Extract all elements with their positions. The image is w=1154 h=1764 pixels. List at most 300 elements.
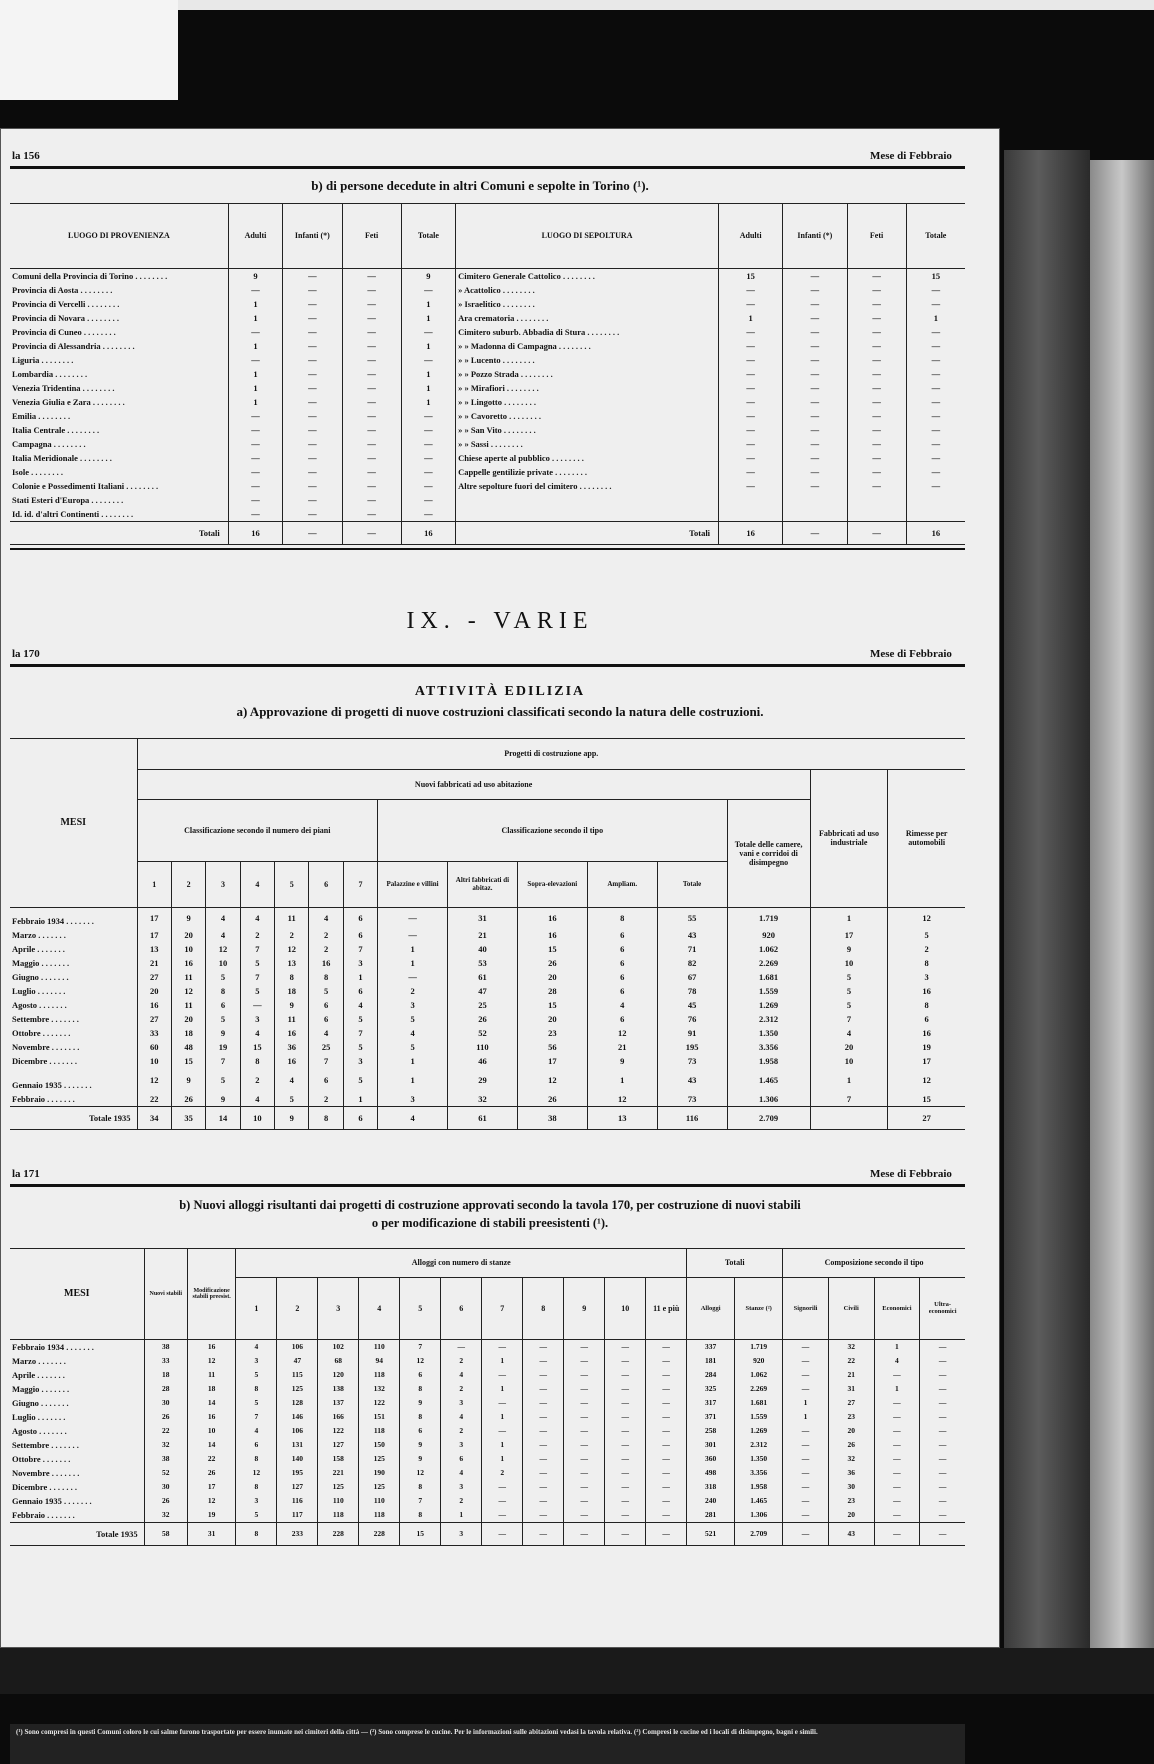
- table-cell: 4: [309, 1026, 343, 1040]
- table-cell: Dicembre . . . . . . .: [12, 1055, 77, 1066]
- table-cell: Agosto . . . . . . .: [12, 1425, 67, 1436]
- col-header-progetti: Progetti di costruzione app.: [137, 739, 965, 769]
- table-cell: 5: [378, 1040, 448, 1054]
- table-cell: 47: [448, 984, 518, 998]
- table-cell: 32: [144, 1508, 187, 1523]
- table-cell: —: [401, 479, 455, 493]
- table-cell: 131: [277, 1438, 318, 1452]
- table-cell: 6: [587, 984, 657, 998]
- table-cell: —: [906, 395, 965, 409]
- table-cell: —: [482, 1368, 523, 1382]
- table-cell: » » Pozzo Strada . . . . . . . .: [456, 367, 719, 381]
- table-cell: 3: [236, 1354, 277, 1368]
- table-cell: —: [564, 1424, 605, 1438]
- table-row: [10, 1040, 965, 1054]
- table-cell: 26: [517, 956, 587, 970]
- table-row: [10, 1054, 965, 1068]
- table-cell: —: [906, 423, 965, 437]
- table-cell: —: [783, 339, 847, 353]
- table-cell: [906, 507, 965, 522]
- table-cell: —: [228, 465, 282, 479]
- table-cell: Provincia di Alessandria . . . . . . . .: [12, 340, 135, 351]
- table-cell: 3: [240, 1012, 274, 1026]
- table-cell: —: [874, 1368, 920, 1382]
- table-cell: 1: [874, 1339, 920, 1354]
- table-cell: —: [342, 325, 401, 339]
- table-cell: —: [783, 437, 847, 451]
- table-cell: 4: [240, 907, 274, 928]
- table-cell: 56: [517, 1040, 587, 1054]
- table-cell: —: [874, 1508, 920, 1523]
- table-cell: —: [783, 395, 847, 409]
- table-cell: 2: [309, 1092, 343, 1107]
- table-cell: —: [564, 1480, 605, 1494]
- table-cell: 82: [657, 956, 727, 970]
- table-cell: 16: [517, 928, 587, 942]
- table-cell: Dicembre . . . . . . .: [12, 1481, 77, 1492]
- table-cell: 73: [657, 1092, 727, 1107]
- table-cell: 1.350: [727, 1026, 810, 1040]
- table-cell: 106: [277, 1424, 318, 1438]
- table-cell: Cimitero Generale Cattolico . . . . . . . .: [456, 268, 719, 283]
- table-cell: —: [847, 353, 906, 367]
- table-cell: 8: [888, 956, 965, 970]
- table-cell: —: [228, 437, 282, 451]
- table-cell: 1: [401, 311, 455, 325]
- table-cell: Altre sepolture fuori del cimitero . . . . . . . .: [456, 479, 719, 493]
- table-cell: 12: [137, 1068, 171, 1092]
- col-header: Ultra-economici: [920, 1277, 965, 1339]
- table-cell: —: [719, 465, 783, 479]
- table-cell: 5: [236, 1368, 277, 1382]
- table-cell: —: [564, 1508, 605, 1523]
- table-cell: —: [482, 1480, 523, 1494]
- table-cell: 12: [587, 1092, 657, 1107]
- table-cell: 5: [810, 998, 888, 1012]
- table-cell: 3: [441, 1396, 482, 1410]
- table-cell: 16: [906, 521, 965, 544]
- table-cell: 8: [240, 1054, 274, 1068]
- col-header-stabili: Nuovi stabili: [144, 1249, 187, 1339]
- divider: [10, 166, 965, 169]
- table-cell: 8: [236, 1382, 277, 1396]
- table-cell: » » Lucento . . . . . . . .: [456, 353, 719, 367]
- table-cell: 3: [441, 1522, 482, 1545]
- table-cell: 15: [719, 268, 783, 283]
- table-cell: 34: [137, 1106, 171, 1129]
- table-cell: 16: [888, 1026, 965, 1040]
- table-cell: —: [920, 1424, 965, 1438]
- table-cell: —: [783, 1368, 829, 1382]
- table-cell: —: [847, 423, 906, 437]
- table-cell: » » San Vito . . . . . . . .: [456, 423, 719, 437]
- table-cell: 31: [828, 1382, 874, 1396]
- table-cell: —: [523, 1438, 564, 1452]
- table-cell: —: [482, 1424, 523, 1438]
- table-cell: —: [920, 1452, 965, 1466]
- col-header: Alloggi: [687, 1277, 735, 1339]
- col-header: Signorili: [783, 1277, 829, 1339]
- col-header-mesi: MESI: [10, 739, 137, 907]
- table-cell: —: [847, 521, 906, 544]
- table-cell: 20: [171, 1012, 205, 1026]
- table-cell: 125: [277, 1382, 318, 1396]
- table-cell: 10: [810, 956, 888, 970]
- table-cell: 16: [187, 1410, 235, 1424]
- table-cell: 11: [275, 1012, 309, 1026]
- table-cell: 4: [275, 1068, 309, 1092]
- table-cell: 1.306: [735, 1508, 783, 1523]
- table-cell: —: [401, 353, 455, 367]
- table-cell: 16: [888, 984, 965, 998]
- table-cell: 140: [277, 1452, 318, 1466]
- table-cell: 55: [657, 907, 727, 928]
- table-cell: Settembre . . . . . . .: [12, 1439, 79, 1450]
- col-header: Feti: [342, 204, 401, 268]
- table-cell: —: [920, 1480, 965, 1494]
- table-cell: —: [906, 409, 965, 423]
- table-cell: —: [401, 451, 455, 465]
- col-header: Totale: [906, 204, 965, 268]
- section-b2-title: b) Nuovi alloggi risultanti dai progetti di costruzione approvati secondo la tavola 170, per costruzione di nuovi stabili: [179, 1198, 801, 1212]
- table-cell: —: [783, 1339, 829, 1354]
- table-cell: 17: [137, 907, 171, 928]
- table-cell: [719, 493, 783, 507]
- table-cell: —: [228, 423, 282, 437]
- table-cell: —: [783, 268, 847, 283]
- table-cell: —: [719, 297, 783, 311]
- table-cell: 1: [228, 339, 282, 353]
- table-cell: 158: [318, 1452, 359, 1466]
- table-cell: [783, 507, 847, 522]
- table-cell: 7: [343, 1026, 377, 1040]
- col-header: 1: [236, 1277, 277, 1339]
- table-cell: —: [228, 507, 282, 522]
- table-cell: 20: [828, 1424, 874, 1438]
- col-header: Infanti (*): [283, 204, 342, 268]
- table-cell: —: [906, 479, 965, 493]
- table-cell: 1.269: [735, 1424, 783, 1438]
- table-cell: 132: [359, 1382, 400, 1396]
- table-cell: 12: [587, 1026, 657, 1040]
- table-row: [10, 1410, 965, 1424]
- table-cell: 1: [401, 297, 455, 311]
- table-cell: Luglio . . . . . . .: [12, 1411, 66, 1422]
- table-cell: 32: [828, 1339, 874, 1354]
- table-cell: 20: [810, 1040, 888, 1054]
- totals-row: [10, 521, 965, 544]
- table-cell: 30: [144, 1396, 187, 1410]
- table-cell: —: [719, 479, 783, 493]
- table-cell: 2: [240, 1068, 274, 1092]
- table-cell: 68: [318, 1354, 359, 1368]
- table-cell: 8: [400, 1480, 441, 1494]
- table-cell: —: [342, 381, 401, 395]
- table-cell: » » Madonna di Campagna . . . . . . . .: [456, 339, 719, 353]
- table-cell: —: [605, 1508, 646, 1523]
- table-cell: —: [605, 1466, 646, 1480]
- table-cell: 1: [343, 970, 377, 984]
- table-cell: 1: [587, 1068, 657, 1092]
- table-cell: —: [401, 409, 455, 423]
- table-cell: 33: [137, 1026, 171, 1040]
- table-cell: 122: [359, 1396, 400, 1410]
- table-cell: —: [342, 465, 401, 479]
- table-cell: 5: [810, 970, 888, 984]
- table-cell: [456, 507, 719, 522]
- table-cell: —: [283, 465, 342, 479]
- table-cell: 8: [888, 998, 965, 1012]
- table-cell: 125: [318, 1480, 359, 1494]
- table-cell: —: [719, 325, 783, 339]
- table-cell: 102: [318, 1339, 359, 1354]
- table-cell: 91: [657, 1026, 727, 1040]
- col-header-alloggi: Alloggi con numero di stanze: [236, 1249, 687, 1277]
- table-cell: —: [564, 1368, 605, 1382]
- table-cell: 127: [277, 1480, 318, 1494]
- table-cell: —: [719, 451, 783, 465]
- table-cell: 9: [171, 907, 205, 928]
- table-cell: —: [906, 367, 965, 381]
- table-cell: 228: [359, 1522, 400, 1545]
- table-cell: 27: [828, 1396, 874, 1410]
- table-cell: —: [523, 1466, 564, 1480]
- table-cell: 32: [144, 1438, 187, 1452]
- table-number: la 170: [12, 648, 40, 660]
- table-row: [10, 1354, 965, 1368]
- divider: [10, 664, 965, 667]
- table-cell: 61: [448, 1106, 518, 1129]
- table-cell: 151: [359, 1410, 400, 1424]
- col-header: 7: [482, 1277, 523, 1339]
- table-cell: 5: [810, 984, 888, 998]
- table-cell: —: [719, 381, 783, 395]
- table-row: [10, 1438, 965, 1452]
- table-cell: —: [646, 1396, 687, 1410]
- table-cell: —: [564, 1410, 605, 1424]
- table-cell: —: [847, 268, 906, 283]
- table-cell: Gennaio 1935 . . . . . . .: [12, 1495, 92, 1506]
- table-cell: —: [401, 507, 455, 522]
- table-cell: 1.559: [735, 1410, 783, 1424]
- table-cell: 7: [240, 942, 274, 956]
- table-cell: 4: [206, 928, 240, 942]
- table-cell: —: [874, 1522, 920, 1545]
- table-cell: Maggio . . . . . . .: [12, 1383, 70, 1394]
- table-cell: 233: [277, 1522, 318, 1545]
- table-cell: Chiese aperte al pubblico . . . . . . . .: [456, 451, 719, 465]
- table-row: [10, 1424, 965, 1438]
- table-row: [10, 507, 965, 522]
- table-cell: 12: [517, 1068, 587, 1092]
- table-cell: —: [564, 1522, 605, 1545]
- table-cell: 318: [687, 1480, 735, 1494]
- table-cell: 16: [719, 521, 783, 544]
- col-header-mesi: MESI: [10, 1249, 144, 1339]
- table-cell: —: [874, 1424, 920, 1438]
- table-cell: —: [783, 479, 847, 493]
- table-cell: 78: [657, 984, 727, 998]
- table-cell: 1: [228, 381, 282, 395]
- table-cell: —: [401, 465, 455, 479]
- table-cell: 36: [275, 1040, 309, 1054]
- table-cell: —: [847, 339, 906, 353]
- table-cell: —: [920, 1410, 965, 1424]
- table-cell: 117: [277, 1508, 318, 1523]
- table-cell: Id. id. d'altri Continenti . . . . . . . .: [12, 508, 134, 519]
- table-cell: 5: [309, 984, 343, 998]
- table-cell: 3: [378, 998, 448, 1012]
- table-cell: Aprile . . . . . . .: [12, 1369, 65, 1380]
- table-cell: —: [646, 1368, 687, 1382]
- table-row: [10, 928, 965, 942]
- table-cell: 11: [171, 998, 205, 1012]
- table-cell: Ara crematoria . . . . . . . .: [456, 311, 719, 325]
- table-cell: —: [783, 1438, 829, 1452]
- table-cell: —: [906, 325, 965, 339]
- table-row: [10, 451, 965, 465]
- table-cell: —: [378, 970, 448, 984]
- table-cell: 6: [400, 1368, 441, 1382]
- table-cell: 1: [482, 1354, 523, 1368]
- table-cell: —: [564, 1438, 605, 1452]
- col-header: Economici: [874, 1277, 920, 1339]
- table-cell: —: [228, 451, 282, 465]
- table-cell: —: [283, 268, 342, 283]
- table-cell: 8: [309, 1106, 343, 1129]
- col-header: 10: [605, 1277, 646, 1339]
- table-cell: 146: [277, 1410, 318, 1424]
- table-cell: —: [906, 437, 965, 451]
- table-cell: —: [605, 1522, 646, 1545]
- table-cell: 29: [448, 1068, 518, 1092]
- table-cell: 5: [888, 928, 965, 942]
- table-cell: 4: [441, 1368, 482, 1382]
- table-cell: 45: [657, 998, 727, 1012]
- table-cell: —: [783, 1382, 829, 1396]
- table-cell: 13: [137, 942, 171, 956]
- table-cell: —: [342, 395, 401, 409]
- table-cell: —: [283, 381, 342, 395]
- table-cell: —: [342, 423, 401, 437]
- table-cell: Lombardia . . . . . . . .: [12, 368, 88, 379]
- table-cell: —: [783, 1466, 829, 1480]
- table-cell: 116: [657, 1106, 727, 1129]
- table-cell: —: [783, 423, 847, 437]
- table-cell: 25: [448, 998, 518, 1012]
- table-row: [10, 998, 965, 1012]
- table-cell: 1: [378, 1068, 448, 1092]
- table-cell: 1.719: [735, 1339, 783, 1354]
- table-cell: 23: [517, 1026, 587, 1040]
- table-cell: Totale 1935: [10, 1106, 137, 1129]
- col-header: Ampliam.: [587, 861, 657, 907]
- table-cell: —: [906, 297, 965, 311]
- table-cell: 1: [401, 367, 455, 381]
- table-cell: —: [283, 325, 342, 339]
- table-cell: —: [783, 1508, 829, 1523]
- table-cell: —: [906, 465, 965, 479]
- table-cell: 2: [441, 1382, 482, 1396]
- table-cell: 138: [318, 1382, 359, 1396]
- table-cell: 4: [236, 1424, 277, 1438]
- table-cell: Febbraio 1934 . . . . . . .: [12, 915, 94, 926]
- table-cell: —: [847, 325, 906, 339]
- table-cell: 9: [275, 1106, 309, 1129]
- table-cell: —: [847, 479, 906, 493]
- table-cell: 1: [401, 339, 455, 353]
- table-cell: 6: [400, 1424, 441, 1438]
- table-cell: 1.350: [735, 1452, 783, 1466]
- table-cell: —: [783, 1354, 829, 1368]
- table-row: [10, 465, 965, 479]
- table-cell: 36: [828, 1466, 874, 1480]
- table-cell: 8: [400, 1410, 441, 1424]
- table-cell: 7: [400, 1494, 441, 1508]
- table-cell: 7: [400, 1339, 441, 1354]
- table-cell: 2: [441, 1494, 482, 1508]
- table-cell: —: [847, 437, 906, 451]
- table-cell: —: [605, 1424, 646, 1438]
- table-cell: 6: [587, 942, 657, 956]
- table-cell: —: [283, 297, 342, 311]
- table-cell: —: [228, 353, 282, 367]
- table-cell: 15: [400, 1522, 441, 1545]
- attivita-title: ATTIVITÀ EDILIZIA: [414, 684, 586, 699]
- table-cell: 6: [888, 1012, 965, 1026]
- table-cell: 5: [275, 1092, 309, 1107]
- table-cell: 21: [828, 1368, 874, 1382]
- table-cell: 4: [810, 1026, 888, 1040]
- table-cell: —: [228, 325, 282, 339]
- table-cell: —: [523, 1339, 564, 1354]
- table-cell: 73: [657, 1054, 727, 1068]
- section-b2-title-cont: o per modificazione di stabili preesistenti (¹).: [371, 1216, 609, 1230]
- table-cell: 6: [309, 998, 343, 1012]
- table-cell: Italia Meridionale . . . . . . . .: [12, 452, 112, 463]
- table-cell: —: [342, 437, 401, 451]
- table-cell: —: [283, 493, 342, 507]
- table-cell: 67: [657, 970, 727, 984]
- table-cell: —: [920, 1508, 965, 1523]
- table-cell: 8: [275, 970, 309, 984]
- table-cell: 15: [906, 268, 965, 283]
- table-cell: 9: [401, 268, 455, 283]
- table-cell: 2: [441, 1424, 482, 1438]
- col-header: 6: [309, 861, 343, 907]
- table-row: [10, 311, 965, 325]
- table-cell: 221: [318, 1466, 359, 1480]
- table-cell: 4: [441, 1466, 482, 1480]
- table-cell: —: [646, 1424, 687, 1438]
- table-cell: 10: [240, 1106, 274, 1129]
- table-cell: —: [920, 1466, 965, 1480]
- table-cell: —: [564, 1382, 605, 1396]
- table-cell: 2: [240, 928, 274, 942]
- table-cell: » » Sassi . . . . . . . .: [456, 437, 719, 451]
- col-header: 8: [523, 1277, 564, 1339]
- table-cell: 9: [228, 268, 282, 283]
- col-header-nuovi: Nuovi fabbricati ad uso abitazione: [137, 769, 810, 799]
- table-cell: 5: [206, 1068, 240, 1092]
- table-cell: 920: [735, 1354, 783, 1368]
- table-cell: 20: [828, 1508, 874, 1523]
- table-cell: 16: [275, 1054, 309, 1068]
- table-cell: 22: [828, 1354, 874, 1368]
- table-cell: 16: [228, 521, 282, 544]
- table-cell: Venezia Tridentina . . . . . . . .: [12, 382, 115, 393]
- table-cell: —: [906, 353, 965, 367]
